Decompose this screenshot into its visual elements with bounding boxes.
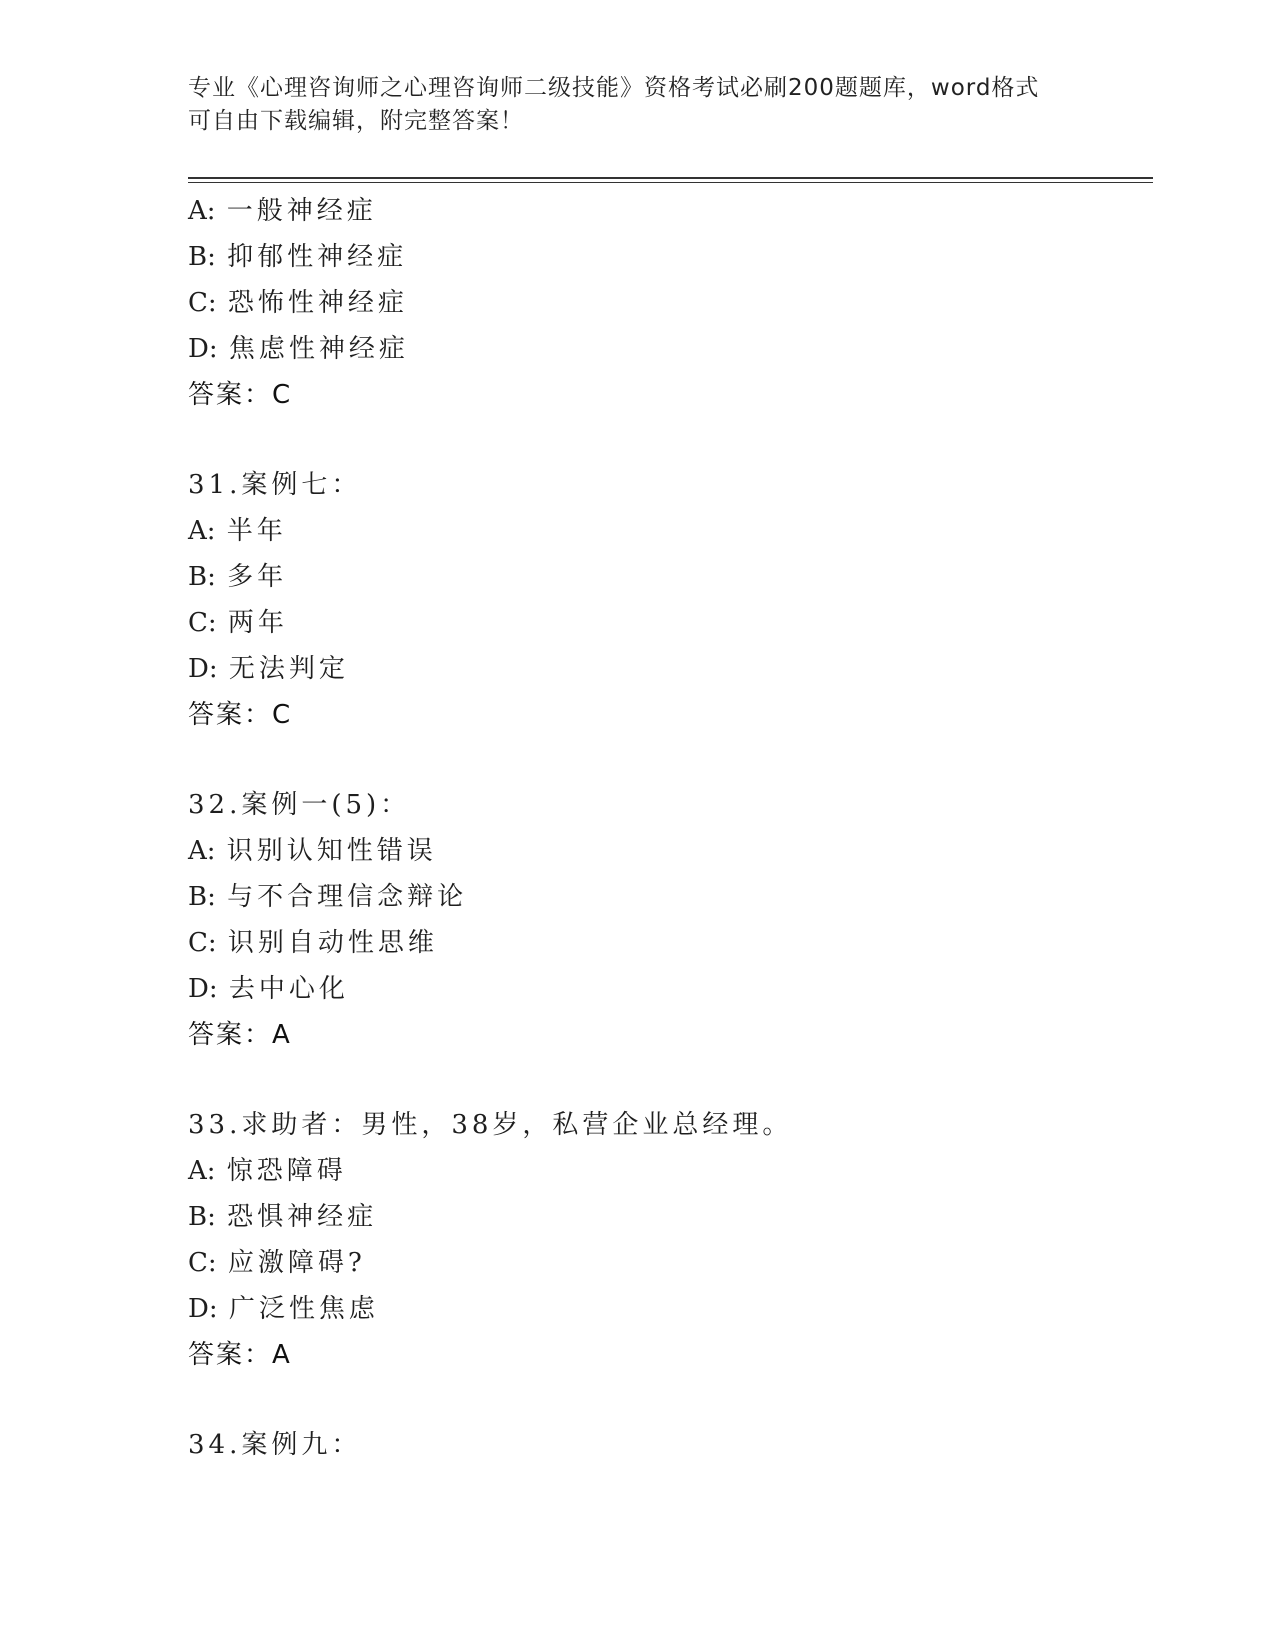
answer-line: 答案：C [188, 380, 293, 410]
option-b: B: 与不合理信念辩论 [188, 882, 468, 912]
option-c: C: 两年 [188, 608, 288, 638]
question-block [188, 188, 1148, 418]
question-title: 31.案例七： [188, 470, 362, 500]
option-b: B: 多年 [188, 562, 288, 592]
option-a: A: 惊恐障碍 [188, 1156, 347, 1186]
option-d: D: 去中心化 [188, 974, 349, 1004]
header-line-1: 专业《心理咨询师之心理咨询师二级技能》资格考试必刷200题题库，word格式 [188, 75, 1040, 101]
option-d: D: 广泛性焦虑 [188, 1294, 379, 1324]
header-line-2: 可自由下载编辑，附完整答案！ [188, 108, 524, 134]
question-list [188, 188, 1148, 1468]
option-a: A: 半年 [188, 516, 287, 546]
question-block [188, 1102, 1148, 1378]
header-divider-thin [188, 182, 1153, 183]
option-a: A: 识别认知性错误 [188, 836, 437, 866]
question-block [188, 462, 1148, 738]
answer-line: 答案：C [188, 700, 293, 730]
option-c: C: 应激障碍? [188, 1248, 366, 1278]
question-block [188, 782, 1148, 1058]
option-b: B: 抑郁性神经症 [188, 242, 408, 272]
question-title: 34.案例九： [188, 1430, 362, 1460]
option-d: D: 焦虑性神经症 [188, 334, 409, 364]
option-d: D: 无法判定 [188, 654, 349, 684]
question-title: 33.求助者：男性，38岁，私营企业总经理。 [188, 1110, 793, 1140]
document-header [188, 72, 1068, 138]
option-b: B: 恐惧神经症 [188, 1202, 378, 1232]
question-block [188, 1422, 1148, 1468]
answer-line: 答案：A [188, 1340, 292, 1370]
header-divider-thick [188, 177, 1153, 179]
question-title: 32.案例一(5)： [188, 790, 411, 820]
answer-line: 答案：A [188, 1020, 292, 1050]
option-a: A: 一般神经症 [188, 196, 377, 226]
option-c: C: 识别自动性思维 [188, 928, 438, 958]
option-c: C: 恐怖性神经症 [188, 288, 408, 318]
